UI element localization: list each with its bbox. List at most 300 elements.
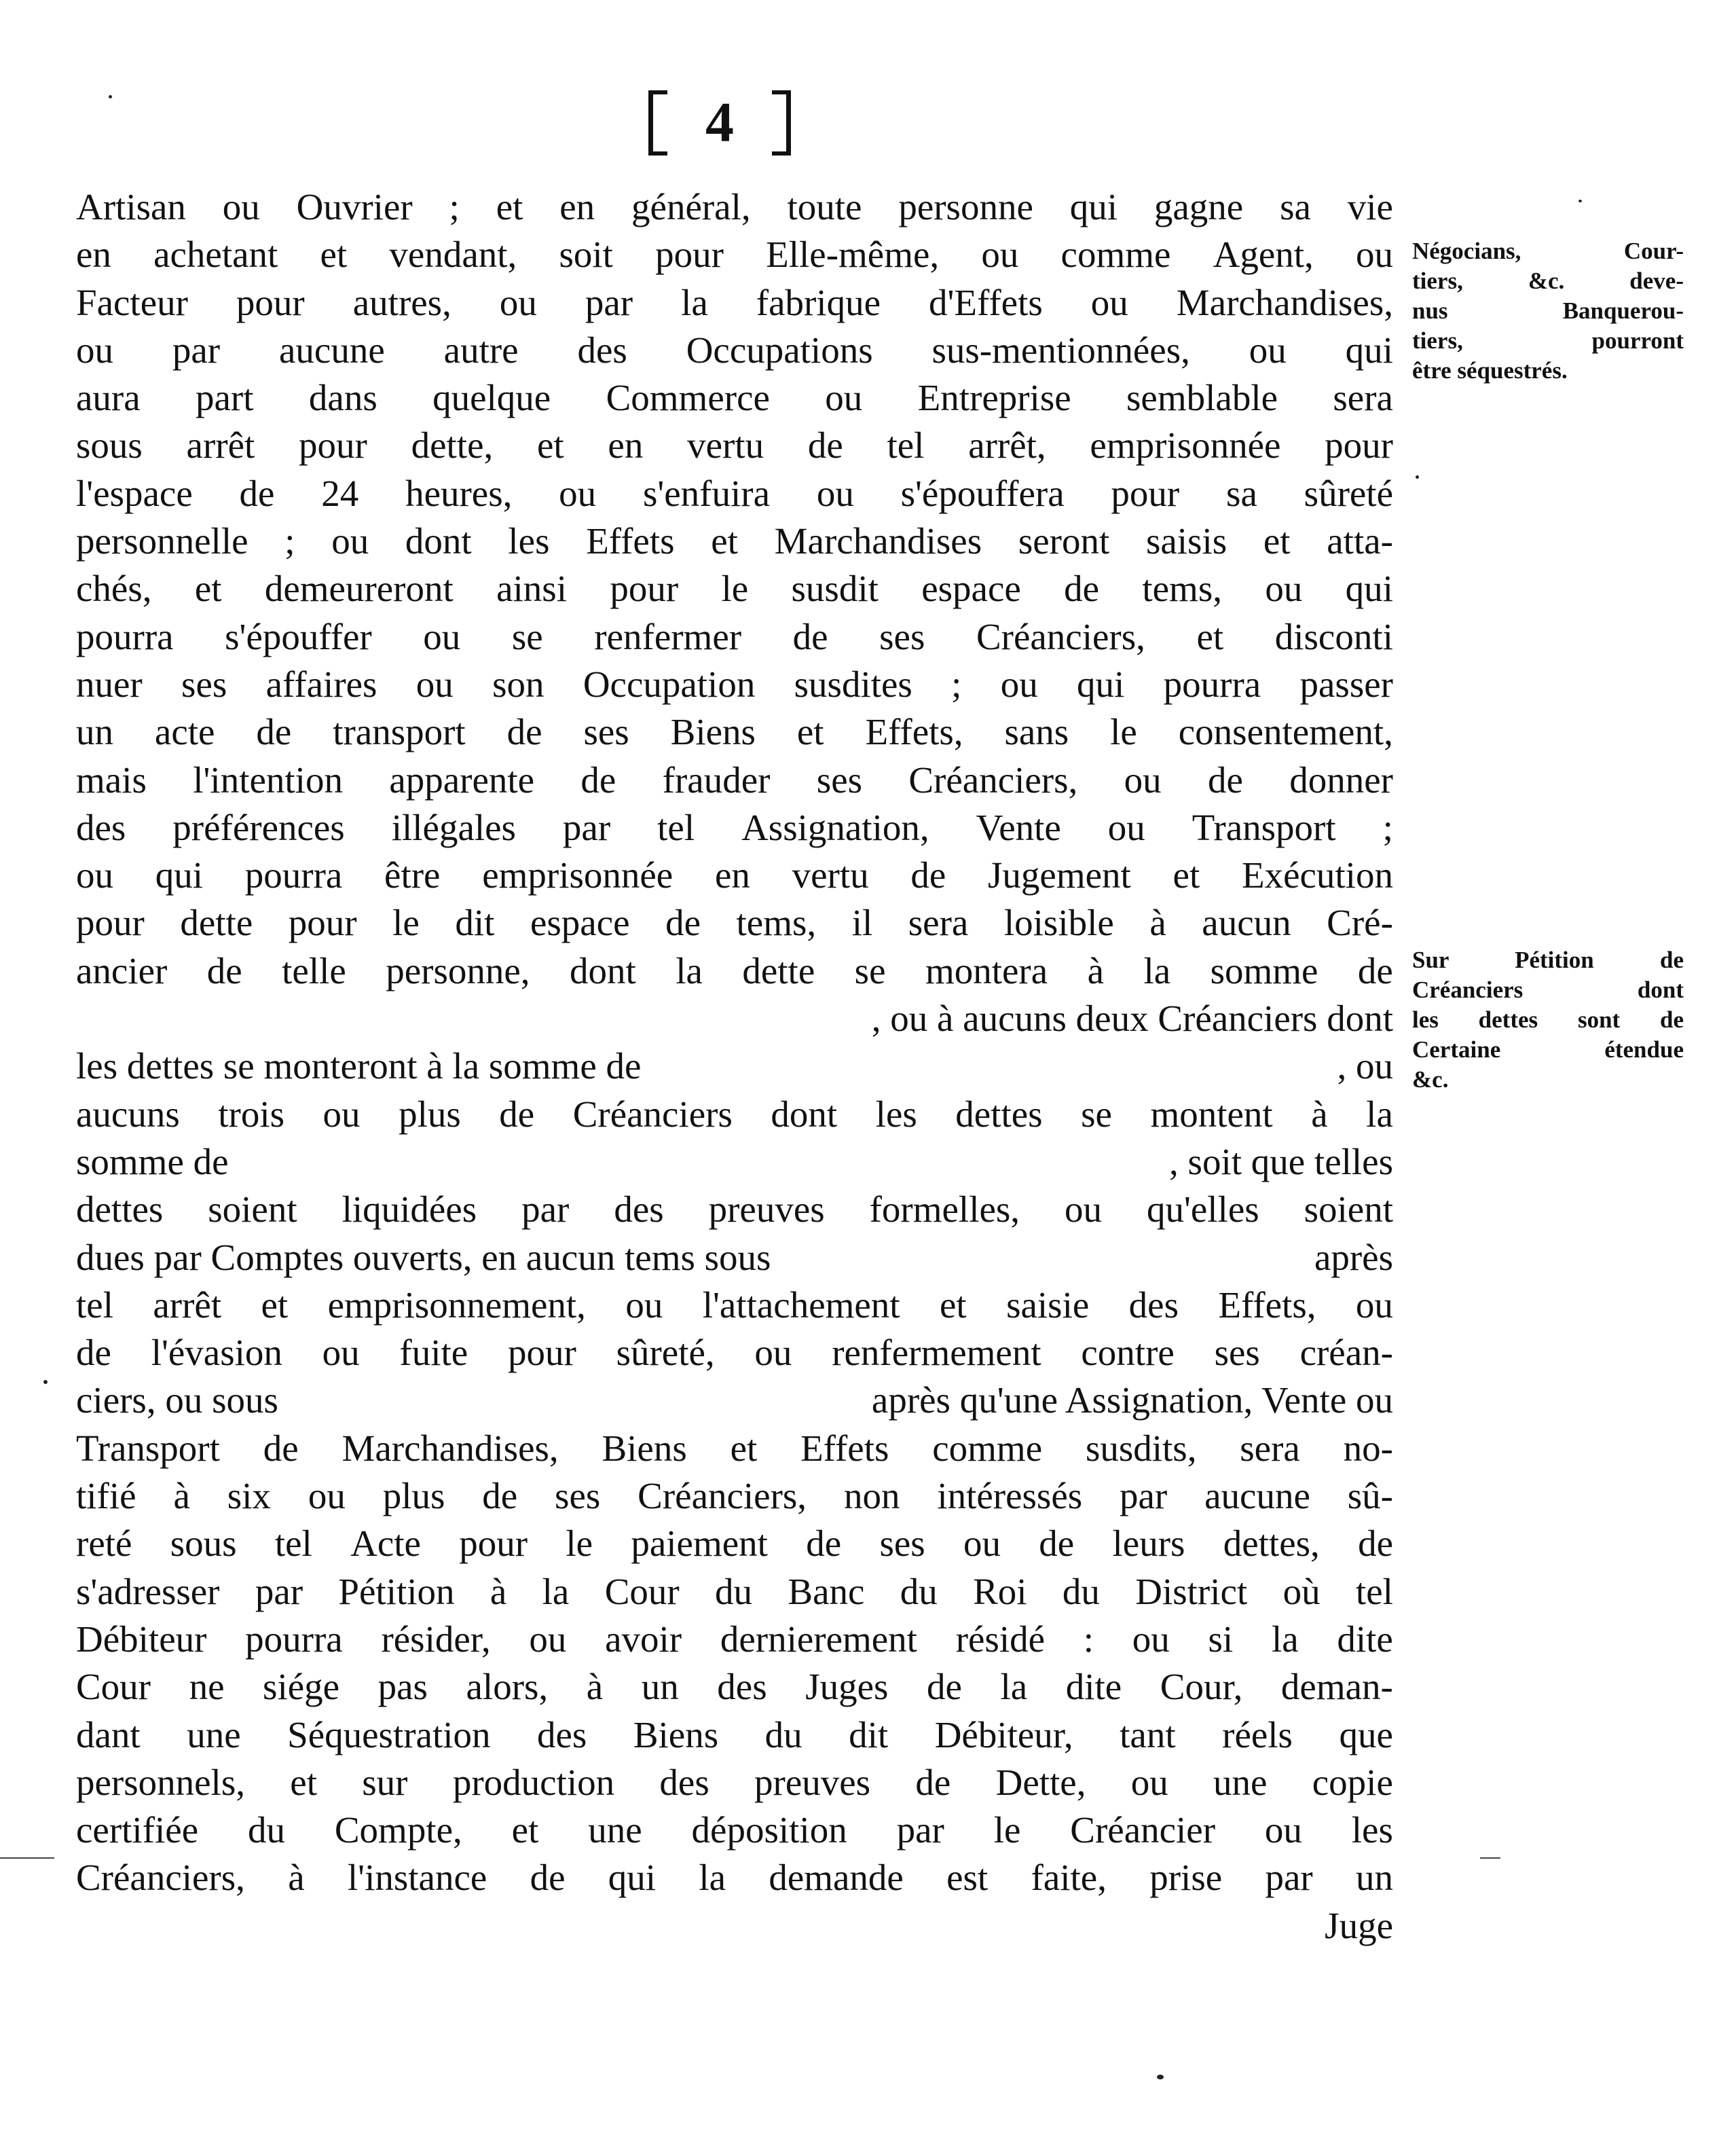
word: préférences xyxy=(172,806,345,848)
word: un xyxy=(1355,1857,1393,1899)
word: susdits, xyxy=(1085,1427,1197,1469)
word: ou xyxy=(1107,806,1145,848)
word: personne, xyxy=(386,949,530,991)
word: de xyxy=(530,1857,566,1899)
word: de xyxy=(792,615,828,657)
text-line xyxy=(76,1425,1393,1472)
word: Créanciers, xyxy=(908,759,1078,801)
word: plus xyxy=(382,1475,445,1517)
word: par xyxy=(521,1188,570,1231)
word: passer xyxy=(1299,663,1393,705)
word: par xyxy=(585,281,633,323)
word: tems, xyxy=(1142,568,1222,610)
word: deman- xyxy=(1280,1666,1393,1708)
word: disconti xyxy=(1274,615,1393,657)
word: renfermement xyxy=(832,1332,1041,1374)
text-line xyxy=(76,327,1393,374)
word: du xyxy=(715,1570,753,1612)
word: Vente xyxy=(976,806,1061,848)
word: sa xyxy=(1226,472,1257,514)
word: Occupations xyxy=(686,329,873,371)
word: un xyxy=(76,711,113,753)
word: se xyxy=(854,949,886,991)
word: et xyxy=(711,520,738,562)
word: contre xyxy=(1081,1332,1175,1374)
word: Dette, xyxy=(995,1761,1086,1803)
word: tifié xyxy=(76,1475,136,1517)
word: Acte xyxy=(350,1523,421,1565)
word: et xyxy=(536,424,564,467)
word: tel xyxy=(1355,1570,1393,1612)
word: Créancier xyxy=(1070,1809,1216,1851)
word: pour xyxy=(610,568,679,610)
word: et xyxy=(496,186,523,227)
margin-note-line: &c. xyxy=(1412,1066,1449,1093)
word: alors, xyxy=(466,1666,549,1708)
word: liquidées xyxy=(341,1188,477,1231)
word: saisie xyxy=(1006,1284,1090,1326)
word: ou xyxy=(1249,329,1287,371)
word: production xyxy=(452,1761,615,1803)
text-segment: , ou à aucuns deux Créanciers dont xyxy=(871,998,1393,1040)
word: arrêt, xyxy=(968,424,1046,467)
word: paiement xyxy=(631,1523,768,1565)
margin-note-line: Sur Pétition de xyxy=(1412,947,1684,973)
word: pas xyxy=(377,1666,428,1708)
word: siége xyxy=(263,1666,340,1708)
text-segment: somme de xyxy=(76,1140,229,1182)
word: copie xyxy=(1312,1761,1393,1803)
word: la xyxy=(542,1570,570,1612)
word: le xyxy=(1110,711,1137,753)
word: tel xyxy=(274,1523,312,1565)
word: Exécution xyxy=(1241,854,1393,896)
word: Compte, xyxy=(334,1809,462,1851)
margin-note-line: être séquestrés. xyxy=(1412,357,1568,384)
word: des xyxy=(76,806,126,848)
word: Créanciers, xyxy=(76,1857,245,1899)
text-line xyxy=(76,1042,1393,1090)
word: soient xyxy=(208,1188,297,1231)
word: dont xyxy=(569,949,636,991)
word: ou xyxy=(1265,568,1303,610)
word: d'Effets xyxy=(929,281,1043,323)
word: vie xyxy=(1347,186,1393,227)
word: et xyxy=(1263,520,1291,562)
word: pour xyxy=(288,902,357,944)
word: ses xyxy=(181,663,227,705)
word: dant xyxy=(76,1713,141,1755)
text-line xyxy=(76,804,1393,852)
word: Biens xyxy=(670,711,756,753)
body-text xyxy=(76,183,1393,1950)
word: l'attachement xyxy=(702,1284,900,1326)
word: de xyxy=(926,1666,962,1708)
word: Cour xyxy=(76,1666,151,1708)
word: de xyxy=(506,711,542,753)
scan-speck xyxy=(109,95,112,98)
word: des xyxy=(537,1713,587,1755)
word: ou xyxy=(322,1093,361,1135)
word: ou xyxy=(1355,234,1393,276)
word: sous xyxy=(170,1523,237,1565)
word: emprisonnée xyxy=(1090,424,1281,467)
word: toute xyxy=(787,186,862,227)
word: dit xyxy=(455,902,495,944)
word: en xyxy=(76,234,111,276)
word: un xyxy=(641,1666,679,1708)
word: en xyxy=(559,186,595,227)
text-line xyxy=(76,1854,1393,1901)
word: le xyxy=(993,1809,1021,1851)
word: Roi xyxy=(973,1570,1027,1612)
word: espace xyxy=(921,568,1021,610)
word: : xyxy=(1083,1618,1094,1660)
word: résider, xyxy=(381,1618,491,1660)
word: Jugement xyxy=(988,854,1131,896)
word: ou xyxy=(1355,1284,1393,1326)
text-line xyxy=(76,1281,1393,1329)
scan-speck xyxy=(43,1380,48,1384)
word: dettes xyxy=(955,1093,1043,1135)
word: le xyxy=(566,1523,593,1565)
word: la xyxy=(1271,1618,1299,1660)
word: ses xyxy=(816,759,863,801)
word: à xyxy=(490,1570,507,1612)
word: pour xyxy=(299,424,367,467)
word: Transport xyxy=(1192,806,1336,848)
word: est xyxy=(946,1857,989,1899)
word: qui xyxy=(608,1857,657,1899)
word: ou xyxy=(1130,1761,1168,1803)
word: Créanciers xyxy=(572,1093,733,1135)
text-line xyxy=(76,1568,1393,1616)
word: semblable xyxy=(1126,377,1278,419)
word: ou xyxy=(1132,1618,1170,1660)
word: pourra xyxy=(1163,663,1261,705)
text-line xyxy=(76,1186,1393,1233)
word: et xyxy=(290,1761,317,1803)
word: sous xyxy=(76,424,143,467)
word: dette, xyxy=(411,424,494,467)
word: ou xyxy=(825,377,863,419)
word: pourra xyxy=(245,1618,343,1660)
left-bracket xyxy=(648,90,667,156)
text-segment: Juge xyxy=(1325,1904,1393,1946)
word: Effets, xyxy=(865,711,963,753)
word: et xyxy=(1196,615,1224,657)
word: de xyxy=(76,1332,111,1374)
word: arrêt xyxy=(153,1284,222,1326)
word: où xyxy=(1282,1570,1321,1612)
margin-note-line: Certaine étendue xyxy=(1412,1036,1684,1063)
text-line xyxy=(76,422,1393,469)
word: Elle-même, xyxy=(766,234,940,276)
word: apparente xyxy=(389,759,535,801)
word: qui xyxy=(1077,663,1125,705)
word: général, xyxy=(631,186,751,227)
word: ou xyxy=(1065,1188,1102,1231)
word: déposition xyxy=(691,1809,847,1851)
word: du xyxy=(248,1809,285,1851)
word: vertu xyxy=(792,854,869,896)
word: personnels, xyxy=(76,1761,245,1803)
word: des xyxy=(659,1761,709,1803)
word: des xyxy=(577,329,627,371)
scan-rule-right xyxy=(1480,1857,1500,1859)
text-segment: , soit que telles xyxy=(1169,1140,1393,1182)
word: sûreté xyxy=(1304,472,1393,514)
word: de xyxy=(256,711,292,753)
word: Commerce xyxy=(606,377,770,419)
word: dettes xyxy=(76,1188,164,1231)
word: en xyxy=(608,424,644,467)
word: de xyxy=(1064,568,1100,610)
word: dont xyxy=(405,520,472,562)
word: demeureront xyxy=(264,568,454,610)
word: par xyxy=(172,329,221,371)
word: dettes, xyxy=(1223,1523,1320,1565)
word: certifiée xyxy=(76,1809,199,1851)
word: s'enfuira xyxy=(642,472,771,514)
word: et xyxy=(796,711,824,753)
word: pour xyxy=(1111,472,1180,514)
text-line xyxy=(76,1234,1393,1281)
word: il xyxy=(851,902,873,944)
word: pourra xyxy=(76,615,174,657)
word: réels xyxy=(1222,1713,1293,1755)
word: tel xyxy=(657,806,695,848)
word: loisible xyxy=(1003,902,1114,944)
word: ses xyxy=(583,711,629,753)
text-line xyxy=(76,374,1393,422)
word: vendant, xyxy=(389,234,517,276)
text-line xyxy=(76,565,1393,613)
word: achetant xyxy=(153,234,278,276)
word: sur xyxy=(362,1761,408,1803)
word: si xyxy=(1208,1618,1234,1660)
word: dite xyxy=(1337,1618,1393,1660)
scan-rule-left xyxy=(0,1857,54,1859)
word: et xyxy=(261,1284,289,1326)
word: ou xyxy=(1124,759,1162,801)
text-line xyxy=(76,1759,1393,1806)
word: s'adresser xyxy=(76,1570,220,1612)
word: comme xyxy=(1060,234,1171,276)
word: pour xyxy=(236,281,305,323)
word: Effets, xyxy=(1218,1284,1316,1326)
word: tant xyxy=(1120,1713,1176,1755)
word: ou xyxy=(499,281,537,323)
word: la xyxy=(699,1857,726,1899)
word: sa xyxy=(1280,186,1311,227)
word: à xyxy=(1149,902,1166,944)
word: des xyxy=(614,1188,664,1231)
word: sûreté, xyxy=(616,1332,715,1374)
word: le xyxy=(721,568,749,610)
text-line xyxy=(76,1091,1393,1138)
word: vertu xyxy=(687,424,764,467)
word: la xyxy=(1000,1666,1028,1708)
word: par xyxy=(896,1809,944,1851)
word: la xyxy=(681,281,708,323)
word: de xyxy=(915,1761,951,1803)
word: ; xyxy=(449,186,460,227)
word: de xyxy=(239,472,275,514)
word: personne xyxy=(898,186,1033,227)
word: Biens xyxy=(633,1713,719,1755)
word: ses xyxy=(555,1475,601,1517)
margin-note-line: les dettes sont de xyxy=(1412,1006,1684,1033)
word: ou xyxy=(1090,281,1128,323)
word: transport xyxy=(333,711,466,753)
word: résidé xyxy=(955,1618,1046,1660)
word: pour xyxy=(459,1523,528,1565)
text-line xyxy=(76,661,1393,708)
word: sû- xyxy=(1347,1475,1393,1517)
word: le xyxy=(392,902,420,944)
text-line xyxy=(76,1711,1393,1759)
word: et xyxy=(1172,854,1200,896)
word: somme xyxy=(1210,949,1318,991)
word: sera xyxy=(908,902,969,944)
word: de xyxy=(206,949,242,991)
word: qu'elles xyxy=(1146,1188,1259,1231)
word: frauder xyxy=(662,759,771,801)
word: se xyxy=(1081,1093,1112,1135)
word: aucune xyxy=(1204,1475,1310,1517)
word: l'évasion xyxy=(151,1332,282,1374)
text-segment: , ou xyxy=(1337,1045,1393,1087)
word: plus xyxy=(399,1093,461,1135)
word: s'épouffera xyxy=(900,472,1065,514)
text-line xyxy=(76,1663,1393,1711)
word: gagne xyxy=(1153,186,1244,227)
word: de xyxy=(806,1523,842,1565)
word: ou xyxy=(1264,1809,1302,1851)
word: l'intention xyxy=(193,759,343,801)
word: Assignation, xyxy=(741,806,929,848)
text-line xyxy=(76,899,1393,947)
text-line xyxy=(76,1520,1393,1567)
word: tems, xyxy=(736,902,817,944)
word: six xyxy=(227,1475,271,1517)
word: ou xyxy=(816,472,854,514)
word: des xyxy=(717,1666,767,1708)
word: acte xyxy=(154,711,215,753)
right-bracket xyxy=(772,90,791,156)
word: sera xyxy=(1333,377,1393,419)
margin-note-line: Négocians, Cour- xyxy=(1412,238,1684,264)
word: l'instance xyxy=(347,1857,487,1899)
page-number-value: 4 xyxy=(705,90,734,154)
word: qui xyxy=(1345,568,1393,610)
text-line xyxy=(76,995,1393,1042)
word: se xyxy=(511,615,543,657)
word: Effets xyxy=(800,1427,889,1469)
word: à xyxy=(288,1857,305,1899)
text-line xyxy=(76,1377,1393,1424)
word: Débiteur, xyxy=(934,1713,1073,1755)
text-line xyxy=(76,231,1393,278)
word: de xyxy=(580,759,616,801)
word: District xyxy=(1135,1570,1248,1612)
word: Facteur xyxy=(76,281,188,323)
word: par xyxy=(1120,1475,1168,1517)
word: ou xyxy=(331,520,369,562)
word: intéressés xyxy=(937,1475,1083,1517)
word: nuer xyxy=(76,663,143,705)
word: en xyxy=(714,854,750,896)
word: reté xyxy=(76,1523,132,1565)
word: autre xyxy=(443,329,519,371)
word: Banc xyxy=(788,1570,865,1612)
word: avoir xyxy=(605,1618,682,1660)
word: soit xyxy=(559,234,613,276)
word: dernierement xyxy=(720,1618,917,1660)
word: de xyxy=(482,1475,518,1517)
word: saisis xyxy=(1145,520,1227,562)
word: tel xyxy=(887,424,925,467)
text-line xyxy=(76,947,1393,995)
word: Juges xyxy=(805,1666,889,1708)
text-line xyxy=(76,1806,1393,1854)
word: l'espace xyxy=(76,472,193,514)
word: ancier xyxy=(76,949,168,991)
text-line xyxy=(76,1472,1393,1520)
word: pour xyxy=(76,902,145,944)
word: ou xyxy=(76,329,113,371)
word: du xyxy=(764,1713,802,1755)
word: que xyxy=(1339,1713,1393,1755)
word: fabrique xyxy=(756,281,881,323)
word: Artisan xyxy=(76,186,186,227)
word: atta- xyxy=(1327,520,1393,562)
word: ou xyxy=(76,854,113,896)
text-line xyxy=(76,1616,1393,1663)
word: illégales xyxy=(391,806,516,848)
scan-speck xyxy=(1157,2075,1164,2079)
word: telle xyxy=(282,949,346,991)
word: du xyxy=(1062,1570,1100,1612)
word: ses xyxy=(1214,1332,1260,1374)
text-line xyxy=(76,708,1393,756)
word: arrêt xyxy=(186,424,255,467)
text-line xyxy=(76,1902,1393,1950)
word: dette xyxy=(742,949,815,991)
word: espace xyxy=(530,902,630,944)
word: son xyxy=(492,663,544,705)
word: de xyxy=(1207,759,1243,801)
word: qui xyxy=(1345,329,1393,371)
word: aucun xyxy=(1202,902,1291,944)
word: qui xyxy=(155,854,204,896)
word: de xyxy=(1039,1523,1075,1565)
text-line xyxy=(76,1138,1393,1186)
word: demande xyxy=(769,1857,904,1899)
word: la xyxy=(1143,949,1171,991)
word: sus-mentionnées, xyxy=(931,329,1190,371)
word: fuite xyxy=(399,1332,468,1374)
word: Entreprise xyxy=(917,377,1071,419)
word: donner xyxy=(1289,759,1393,801)
word: Marchandises, xyxy=(341,1427,559,1469)
word: et xyxy=(194,568,222,610)
word: aucuns xyxy=(76,1093,180,1135)
word: Créanciers, xyxy=(638,1475,807,1517)
word: ou xyxy=(222,186,260,227)
word: ou xyxy=(963,1523,1001,1565)
